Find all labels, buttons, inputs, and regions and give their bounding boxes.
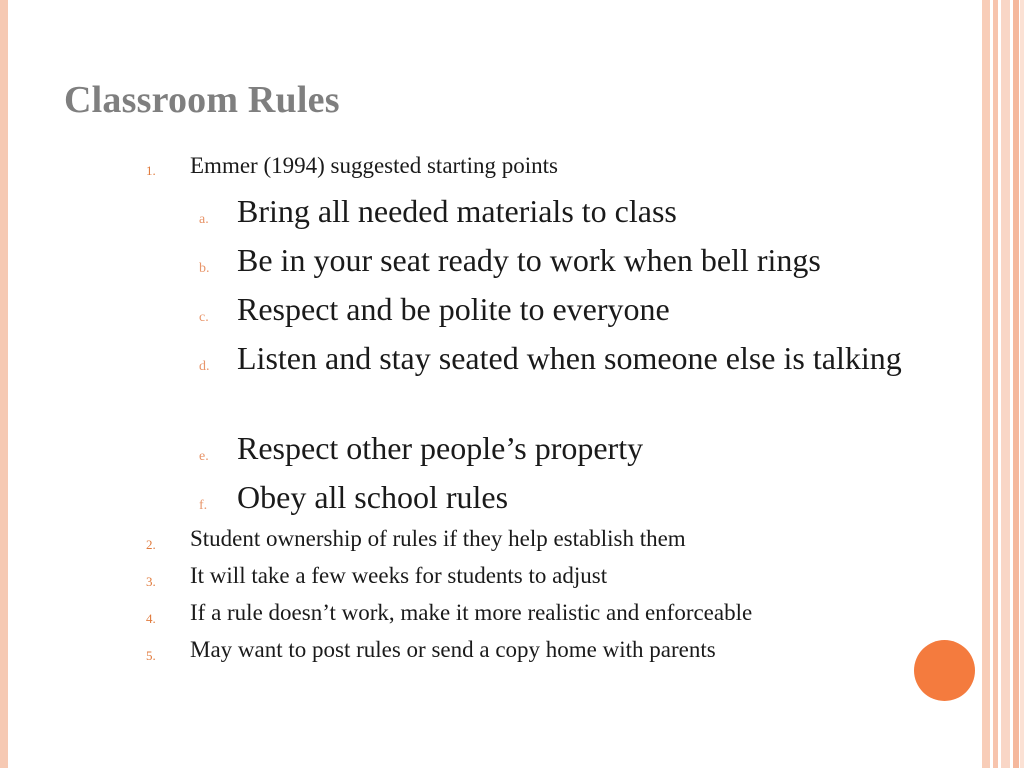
accent-circle-icon: [914, 640, 975, 701]
right-stripe: [982, 0, 990, 768]
sublist-marker-a: a.: [199, 212, 209, 227]
sublist-item-c: Respect and be polite to everyone: [237, 291, 670, 327]
list-number-4: 4.: [146, 611, 156, 626]
right-stripe: [1013, 0, 1019, 768]
list-number-3: 3.: [146, 574, 156, 589]
right-stripe: [1001, 0, 1010, 768]
sublist-item-d: Listen and stay seated when someone else is talking: [237, 340, 902, 376]
list-item-2: Student ownership of rules if they help establish them: [190, 526, 686, 551]
list-item-3: It will take a few weeks for students to adjust: [190, 563, 608, 588]
sublist-item-e: Respect other people’s property: [237, 430, 644, 466]
list-number-5: 5.: [146, 648, 156, 663]
sublist-marker-f: f.: [199, 498, 208, 513]
sublist-item-f: Obey all school rules: [237, 479, 509, 515]
sublist-marker-d: d.: [199, 359, 210, 374]
slide-title: Classroom Rules: [64, 79, 340, 121]
sublist-item-a: Bring all needed materials to class: [237, 193, 677, 229]
right-stripe: [993, 0, 998, 768]
right-stripe: [1020, 0, 1024, 768]
list-number-1: 1.: [146, 163, 156, 178]
sublist-marker-b: b.: [199, 261, 210, 276]
sublist-marker-c: c.: [199, 310, 209, 325]
list-item-4: If a rule doesn’t work, make it more realistic and enforceable: [190, 600, 753, 625]
sublist-marker-e: e.: [199, 449, 209, 464]
list-item-5: May want to post rules or send a copy home with parents: [190, 637, 716, 662]
list-item-1: Emmer (1994) suggested starting points: [190, 153, 558, 178]
list-number-2: 2.: [146, 537, 156, 552]
sublist-item-b: Be in your seat ready to work when bell rings: [237, 242, 821, 278]
left-border: [0, 0, 8, 768]
